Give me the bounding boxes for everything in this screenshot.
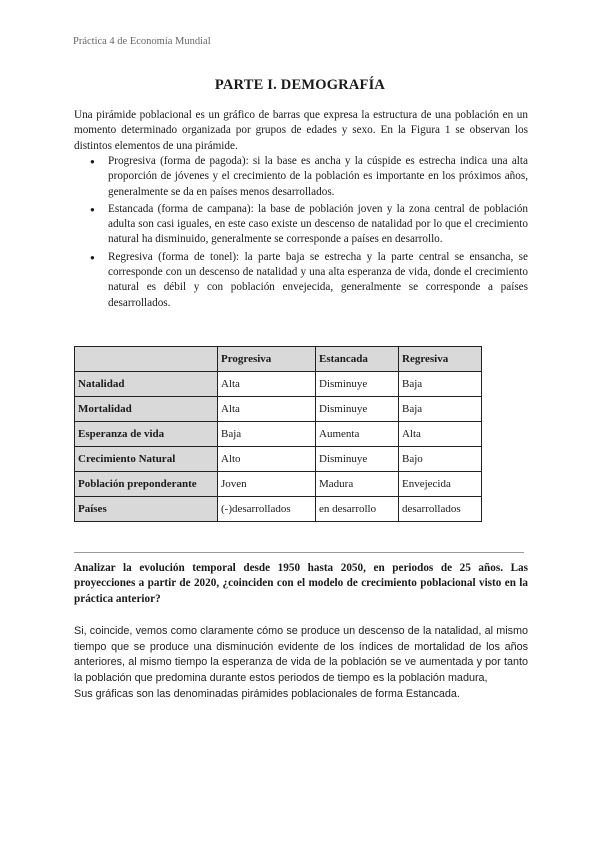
table-cell: Disminuye <box>316 447 399 472</box>
section-divider <box>74 552 524 553</box>
row-label: Población preponderante <box>75 472 218 497</box>
row-label: Natalidad <box>75 372 218 397</box>
table-header-cell: Regresiva <box>399 347 482 372</box>
table-header-cell: Progresiva <box>218 347 316 372</box>
table-row <box>75 422 482 447</box>
table-row <box>75 372 482 397</box>
table-row <box>75 497 482 522</box>
table-cell: Alta <box>399 422 482 447</box>
table-cell: Baja <box>218 422 316 447</box>
table-cell: Alto <box>218 447 316 472</box>
table-header-cell: Estancada <box>316 347 399 372</box>
table-header-cell <box>75 347 218 372</box>
pyramid-types-list <box>92 154 528 313</box>
answer-paragraph: Sus gráficas son las denominadas pirámides poblacionales de forma Estancada. <box>74 687 460 700</box>
comparison-table <box>74 346 482 522</box>
table-row <box>75 447 482 472</box>
table-cell: Baja <box>399 372 482 397</box>
page-header: Práctica 4 de Economía Mundial <box>73 36 211 47</box>
table-cell: desarrollados <box>399 497 482 522</box>
page-title: PARTE I. DEMOGRAFÍA <box>214 77 386 93</box>
table-cell: Alta <box>218 372 316 397</box>
table-row <box>75 472 482 497</box>
table-cell: Joven <box>218 472 316 497</box>
row-label: Crecimiento Natural <box>75 447 218 472</box>
question-paragraph: Analizar la evolución temporal desde 1950 hasta 2050, en periodos de 25 años. Las proyecciones a partir de 2020, ¿coinciden con el modelo de crecimiento poblacional visto en la práctica anterior? <box>74 562 528 605</box>
table-cell: Disminuye <box>316 397 399 422</box>
answer-block <box>74 624 528 703</box>
row-label: Países <box>75 497 218 522</box>
list-item: ● Regresiva (forma de tonel): la parte baja se estrecha y la parte central se ensancha, se corresponde con un descenso de natalidad y una alta esperanza de vida, donde el crecimiento natural es débil y con población envejecida, generalmente se corresponde a países desarrollados. <box>92 250 528 311</box>
table-cell: Aumenta <box>316 422 399 447</box>
table-header-row <box>75 347 482 372</box>
table-cell: Disminuye <box>316 372 399 397</box>
table-row <box>75 397 482 422</box>
list-item: ● Estancada (forma de campana): la base de población joven y la zona central de población adulta son casi iguales, en este caso existe un descenso de natalidad por lo que el crecimiento natural ha disminuido, generalmente se corresponde a países en desarrollo. <box>92 202 528 248</box>
list-item: ● Progresiva (forma de pagoda): si la base es ancha y la cúspide es estrecha indica una alta proporción de jóvenes y el crecimiento de la población es importante en los próximos años, generalmente se da en países menos desarrollados. <box>92 154 528 200</box>
answer-paragraph: Si, coincide, vemos como claramente cómo se produce un descenso de la natalidad, al mismo tiempo que se produce una disminución evidente de los índices de mortalidad de los años anteriores, al mismo tiempo la esperanza de vida de la población se ve aumentada y por tanto la población que predomina durante estos periodos de tiempo es la población madura, <box>74 625 528 685</box>
table-cell: (-)desarrollados <box>218 497 316 522</box>
row-label: Mortalidad <box>75 397 218 422</box>
table-cell: Alta <box>218 397 316 422</box>
table-cell: Bajo <box>399 447 482 472</box>
table-cell: Baja <box>399 397 482 422</box>
table-cell: en desarrollo <box>316 497 399 522</box>
intro-paragraph: Una pirámide poblacional es un gráfico de barras que expresa la estructura de una población en un momento determinado organizada por grupos de edades y sexo. En la Figura 1 se observan los distintos elementos de una pirámide. <box>74 109 528 152</box>
row-label: Esperanza de vida <box>75 422 218 447</box>
table-cell: Envejecida <box>399 472 482 497</box>
table-cell: Madura <box>316 472 399 497</box>
